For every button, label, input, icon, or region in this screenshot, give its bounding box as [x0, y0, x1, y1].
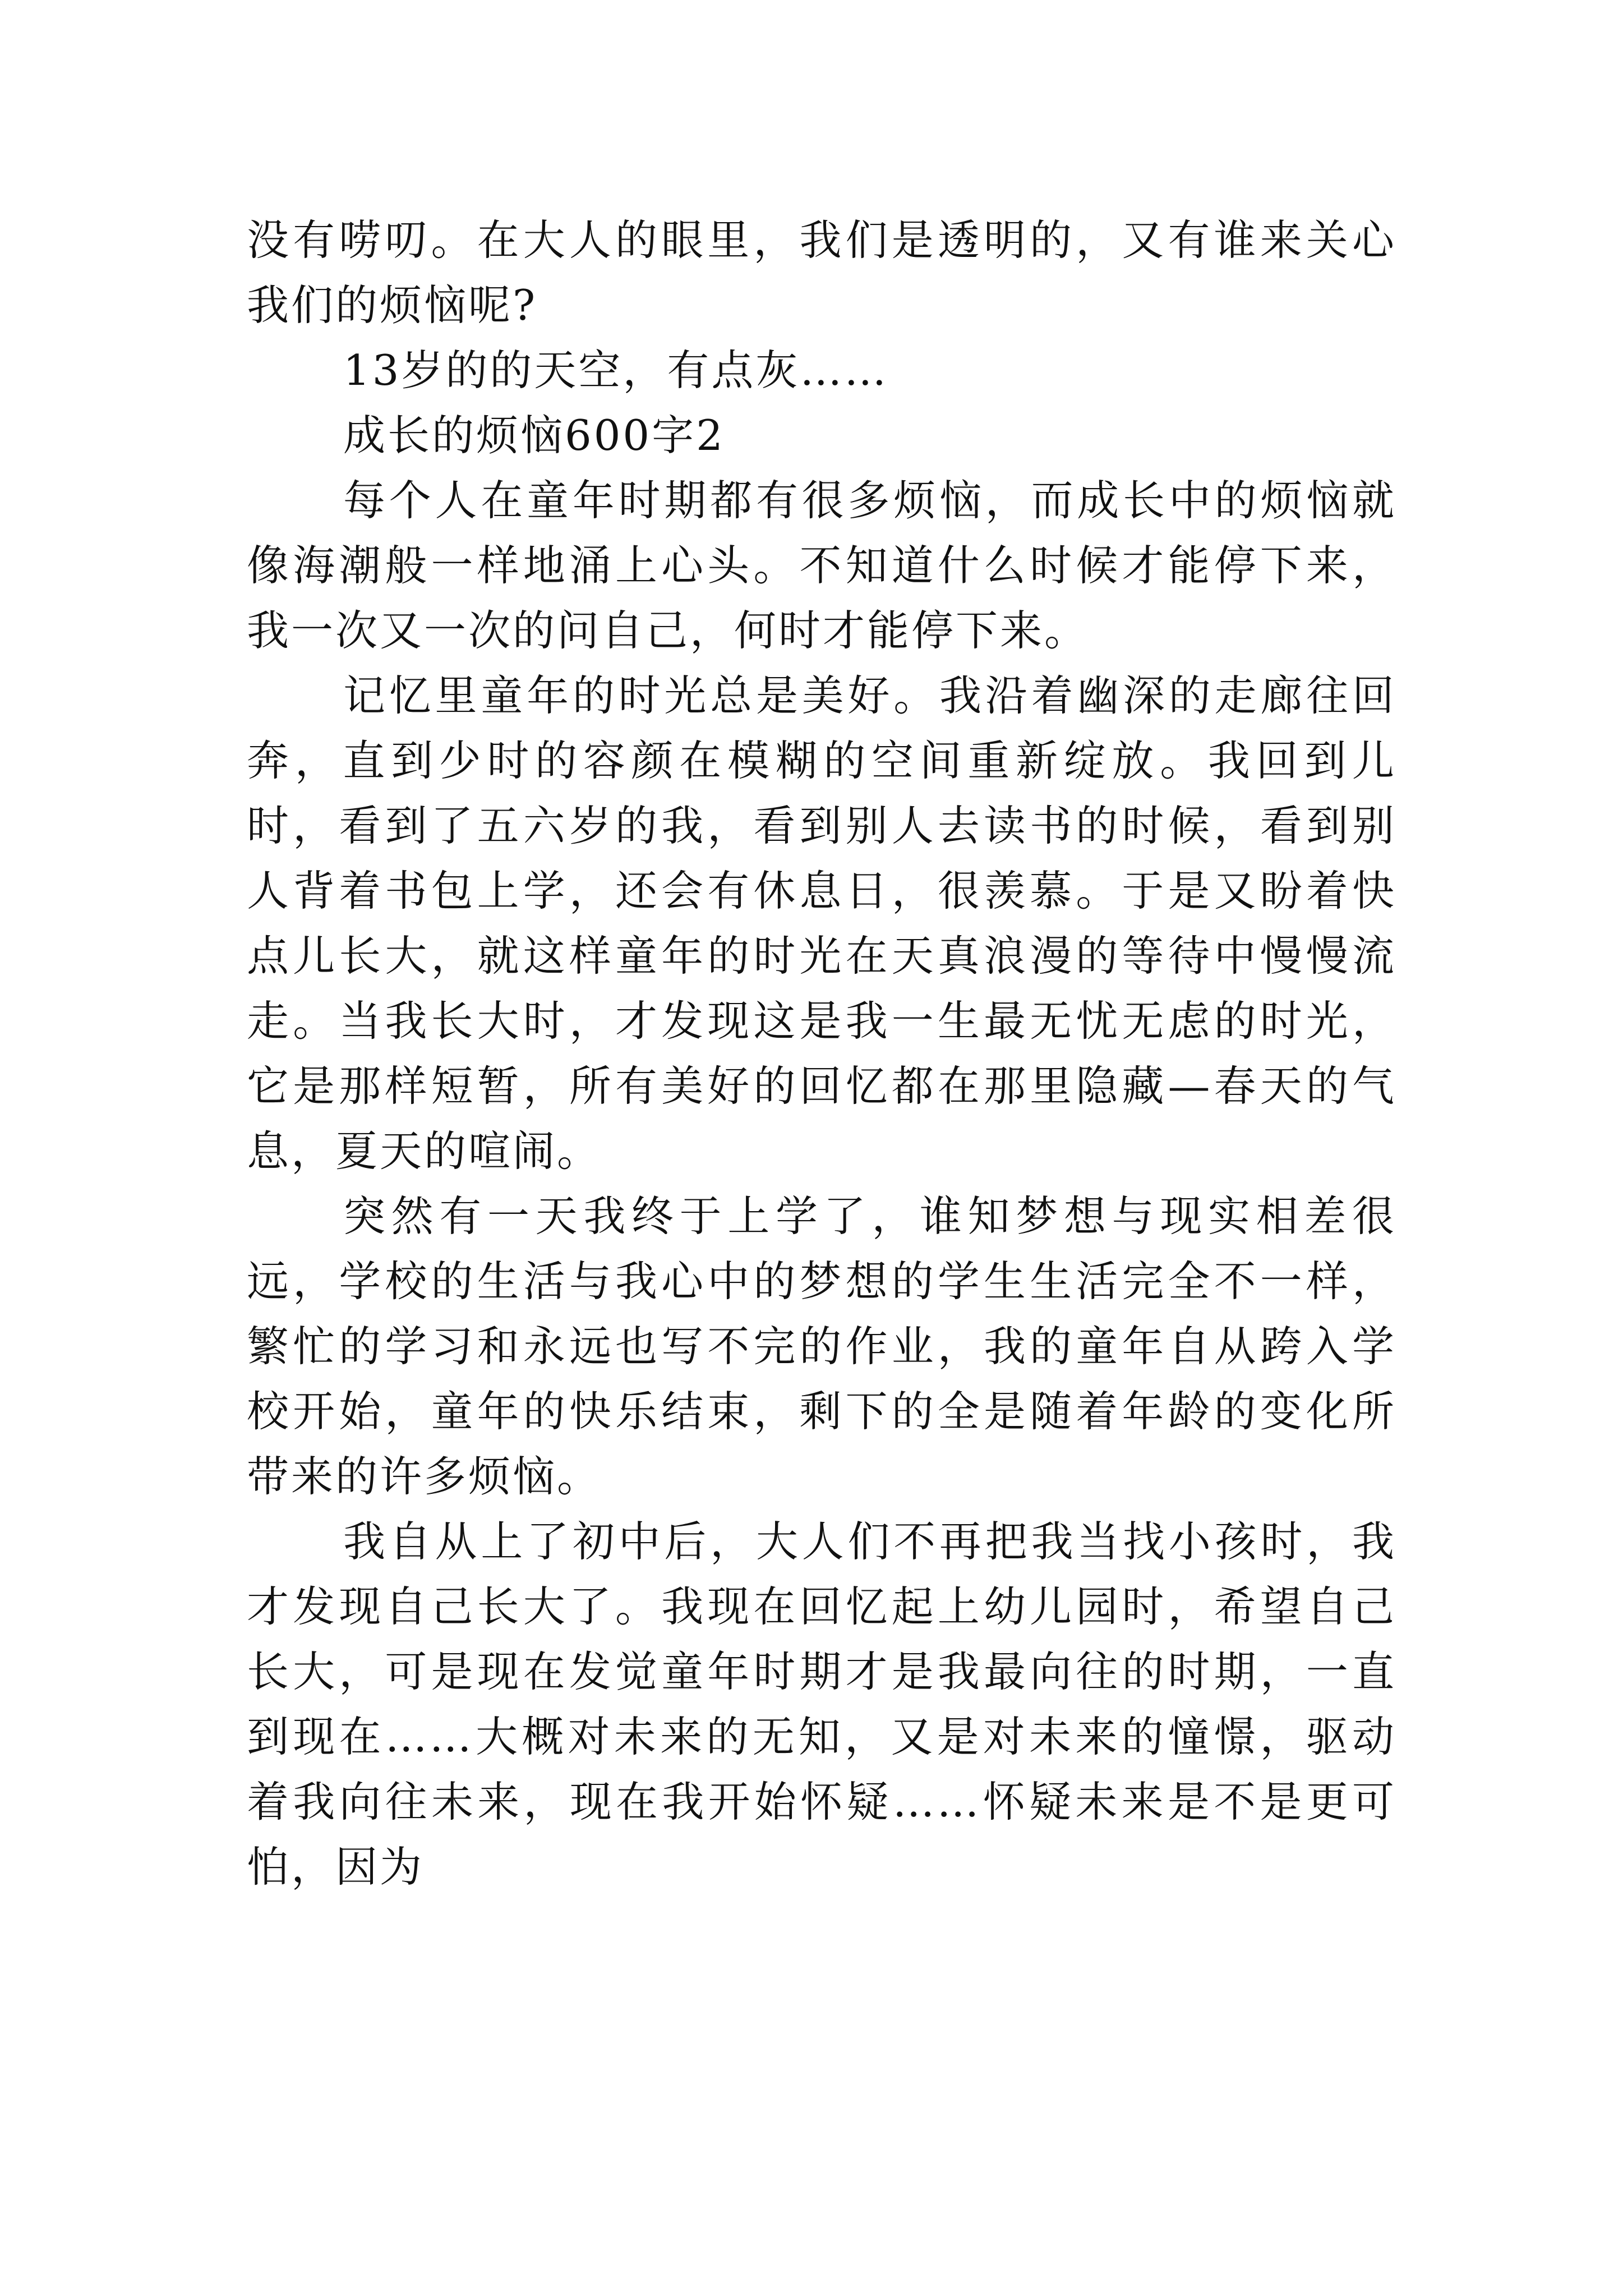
- paragraph-memory: 记忆里童年的时光总是美好。我沿着幽深的走廊往回奔，直到少时的容颜在模糊的空间重新绽放。我回到儿时，看到了五六岁的我，看到别人去读书的时候，看到别人背着书包上学，还会有休息日，很羡慕。于是又盼着快点儿长大，就这样童年的时光在天真浪漫的等待中慢慢流走。当我长大时，才发现这是我一生最无忧无虑的时光，它是那样短暂，所有美好的回忆都在那里隐藏—春天的气息，夏天的喧闹。: [247, 671, 1396, 1176]
- paragraph-continuation: 没有唠叨。在大人的眼里，我们是透明的，又有谁来关心我们的烦恼呢?: [247, 215, 1396, 330]
- essay-title: 成长的烦恼600字2: [343, 411, 725, 460]
- paragraph-sky: 13岁的的天空，有点灰……: [343, 346, 889, 395]
- paragraph-school: 突然有一天我终于上学了，谁知梦想与现实相差很远，学校的生活与我心中的梦想的学生生活完全不一样，繁忙的学习和永远也写不完的作业，我的童年自从跨入学校开始，童年的快乐结束，剩下的全是随着年龄的变化所带来的许多烦恼。: [247, 1191, 1396, 1501]
- paragraph-middle-school: 我自从上了初中后，大人们不再把我当找小孩时，我才发现自己长大了。我现在回忆起上幼儿园时，希望自己长大，可是现在发觉童年时期才是我最向往的时期，一直到现在……大概对未来的无知，又是对未来的憧憬，驱动着我向往未来，现在我开始怀疑……怀疑未来是不是更可怕，因为: [247, 1517, 1396, 1892]
- paragraph-intro: 每个人在童年时期都有很多烦恼，而成长中的烦恼就像海潮般一样地涌上心头。不知道什么时候才能停下来，我一次又一次的问自己，何时才能停下来。: [247, 476, 1396, 655]
- document-body: [247, 208, 1396, 1899]
